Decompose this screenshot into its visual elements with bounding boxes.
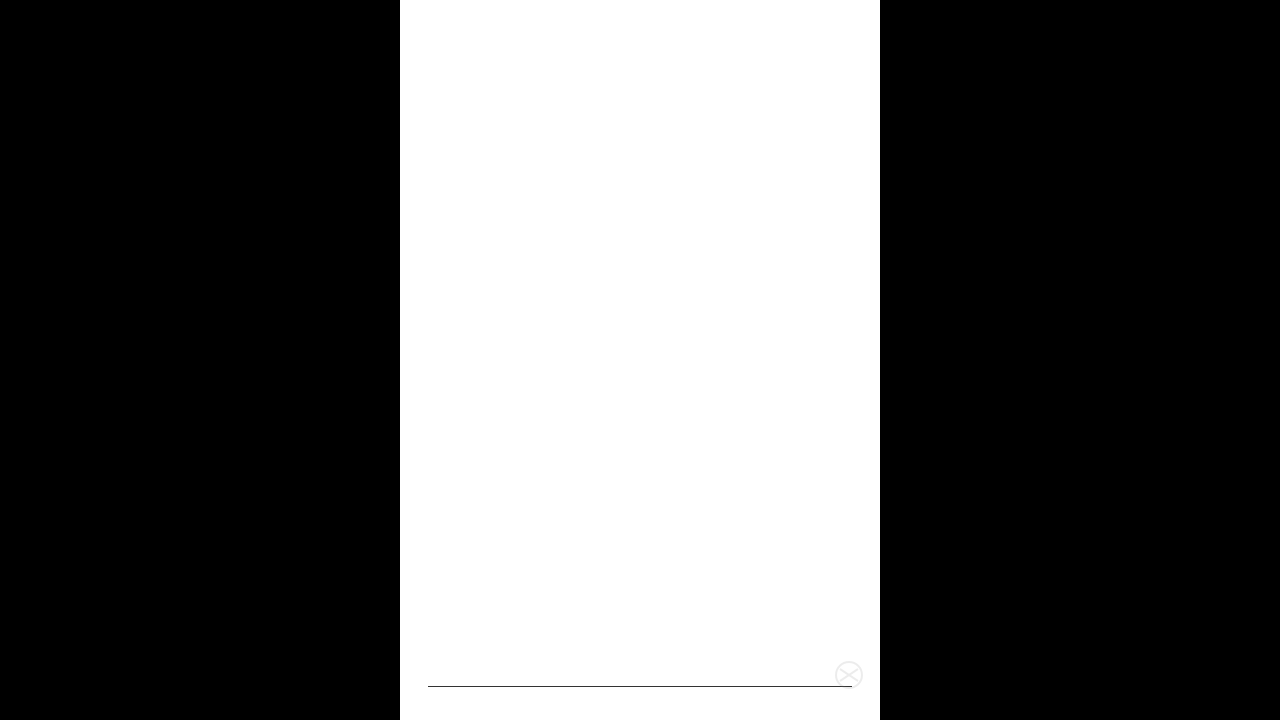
syllabus-body — [435, 66, 853, 88]
footer-divider — [428, 686, 852, 687]
document-page — [400, 0, 880, 720]
watermark-logo-icon — [834, 660, 864, 690]
